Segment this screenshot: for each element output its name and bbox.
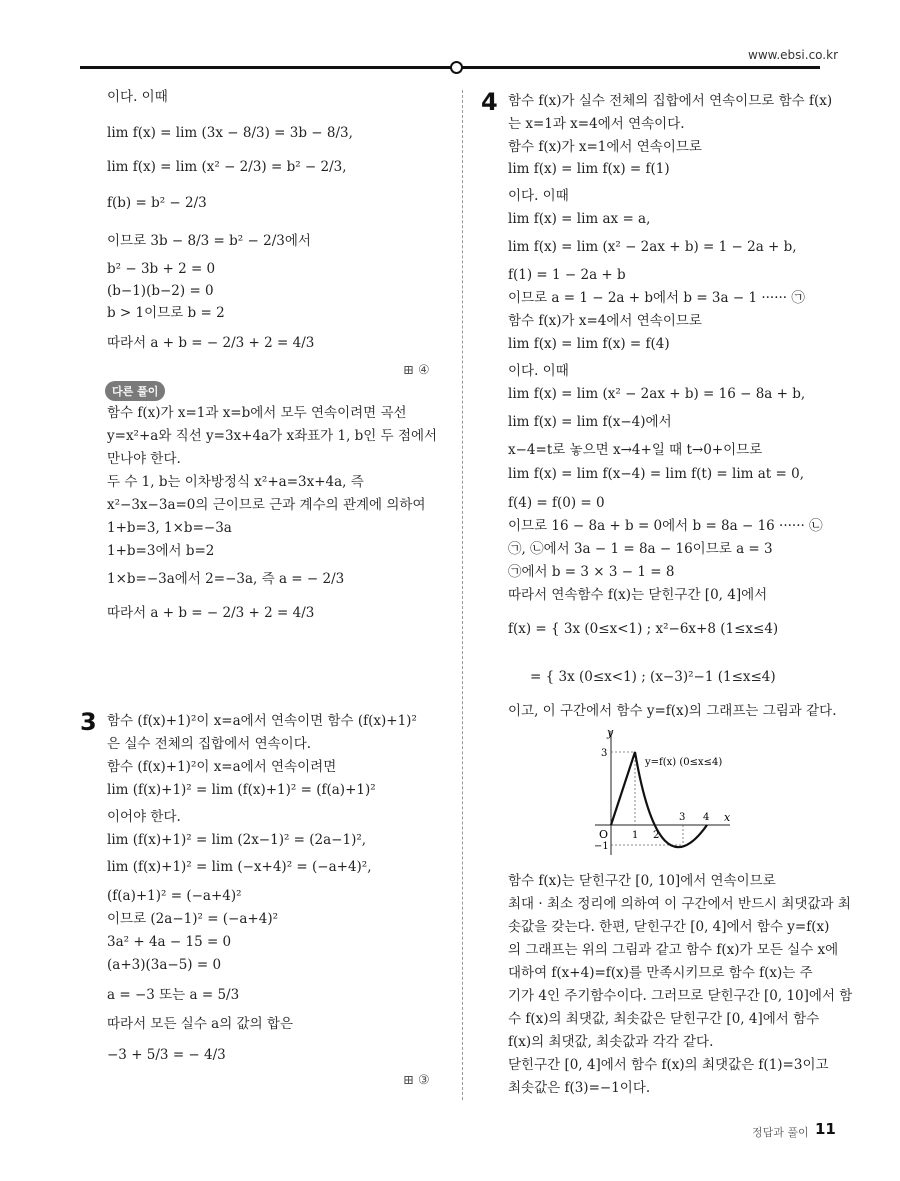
left-line: lim f(x) = lim (x² − 2/3) = b² − 2/3, <box>107 159 347 175</box>
q4-line: 함수 f(x)가 실수 전체의 집합에서 연속이므로 함수 f(x) <box>508 93 833 109</box>
q4b-line: 기가 4인 주기함수이다. 그러므로 닫힌구간 [0, 10]에서 함 <box>508 988 853 1004</box>
q4b-line: 대하여 f(x+4)=f(x)를 만족시키므로 함수 f(x)는 주 <box>508 965 813 981</box>
q4b-line: 최솟값은 f(3)=−1이다. <box>508 1080 651 1096</box>
q3-line: lim (f(x)+1)² = lim (f(x)+1)² = (f(a)+1)² <box>107 782 376 798</box>
y-tick-label: 3 <box>601 748 608 759</box>
q4-line: f(4) = f(0) = 0 <box>508 495 605 511</box>
page-number: 11 <box>815 1120 836 1138</box>
y-axis-label: y <box>607 726 614 739</box>
x-tick-label: 2 <box>653 830 660 841</box>
q4-line: lim f(x) = lim (x² − 2ax + b) = 16 − 8a + b, <box>508 386 806 402</box>
x-tick-label: 3 <box>679 812 686 823</box>
alt-line: y=x²+a와 직선 y=3x+4a가 x좌표가 1, b인 두 점에서 <box>107 428 438 444</box>
alt-line: 1+b=3, 1×b=−3a <box>107 520 232 536</box>
left-line: 이다. 이때 <box>107 89 168 105</box>
q4-line: 이므로 a = 1 − 2a + b에서 b = 3a − 1 ······ ㉠ <box>508 290 805 306</box>
q3-line: (f(a)+1)² = (−a+4)² <box>107 888 242 904</box>
q4-line: 따라서 연속함수 f(x)는 닫힌구간 [0, 4]에서 <box>508 587 768 603</box>
q4b-line: 최대 · 최소 정리에 의하여 이 구간에서 반드시 최댓값과 최 <box>508 896 851 912</box>
q4b-line: 수 f(x)의 최댓값, 최솟값은 닫힌구간 [0, 4]에서 함수 <box>508 1011 820 1027</box>
q4-line: 는 x=1과 x=4에서 연속이다. <box>508 116 685 132</box>
q4-line: lim f(x) = lim ax = a, <box>508 211 651 227</box>
answer-mark-3: ⊞ ③ <box>403 1073 430 1088</box>
q3-line: 함수 (f(x)+1)²이 x=a에서 연속이면 함수 (f(x)+1)² <box>107 713 417 729</box>
alt-line: 따라서 a + b = − 2/3 + 2 = 4/3 <box>107 605 315 621</box>
q3-line: lim (f(x)+1)² = lim (2x−1)² = (2a−1)², <box>107 832 367 848</box>
q4-line: lim f(x) = lim (x² − 2ax + b) = 1 − 2a + b, <box>508 239 797 255</box>
q4-line: lim f(x) = lim f(x−4)에서 <box>508 414 672 430</box>
q3-line: −3 + 5/3 = − 4/3 <box>107 1047 226 1063</box>
curve-label: y=f(x) (0≤x≤4) <box>645 757 723 768</box>
q4-line: ㉠에서 b = 3 × 3 − 1 = 8 <box>508 564 675 580</box>
q3-line: lim (f(x)+1)² = lim (−x+4)² = (−a+4)², <box>107 859 372 875</box>
left-line: 이므로 3b − 8/3 = b² − 2/3에서 <box>107 233 311 249</box>
q4-line: lim f(x) = lim f(x) = f(1) <box>508 161 670 177</box>
q4-line: 이므로 16 − 8a + b = 0에서 b = 8a − 16 ······ ㉡ <box>508 518 823 534</box>
q4b-line: 의 그래프는 위의 그림과 같고 함수 f(x)가 모든 실수 x에 <box>508 942 839 958</box>
q3-line: 3a² + 4a − 15 = 0 <box>107 934 232 950</box>
x-tick-label: 4 <box>703 812 710 823</box>
header-rule-dot <box>450 61 463 74</box>
alt-line: 1+b=3에서 b=2 <box>107 543 215 559</box>
alt-line: 함수 f(x)가 x=1과 x=b에서 모두 연속이려면 곡선 <box>107 405 407 421</box>
q3-line: 은 실수 전체의 집합에서 연속이다. <box>107 736 312 752</box>
left-line: (b−1)(b−2) = 0 <box>107 283 214 299</box>
site-url: www.ebsi.co.kr <box>748 48 838 62</box>
q4-line: 이다. 이때 <box>508 188 569 204</box>
q4-line: = { 3x (0≤x<1) ; (x−3)²−1 (1≤x≤4) <box>530 669 776 685</box>
q3-line: 따라서 모든 실수 a의 값의 합은 <box>107 1016 293 1032</box>
q4-line: 함수 f(x)가 x=4에서 연속이므로 <box>508 313 702 329</box>
alt-line: 1×b=−3a에서 2=−3a, 즉 a = − 2/3 <box>107 571 345 587</box>
q4b-line: 닫힌구간 [0, 4]에서 함수 f(x)의 최댓값은 f(1)=3이고 <box>508 1057 829 1073</box>
q4-line: ㉠, ㉡에서 3a − 1 = 8a − 16이므로 a = 3 <box>508 541 773 557</box>
q3-line: a = −3 또는 a = 5/3 <box>107 987 240 1003</box>
q4-line: lim f(x) = lim f(x−4) = lim f(t) = lim at = 0, <box>508 466 804 482</box>
q3-line: (a+3)(3a−5) = 0 <box>107 957 222 973</box>
q3-line: 이어야 한다. <box>107 809 181 825</box>
function-graph <box>590 725 740 860</box>
left-line: f(b) = b² − 2/3 <box>107 195 207 211</box>
q4b-line: 함수 f(x)는 닫힌구간 [0, 10]에서 연속이므로 <box>508 873 776 889</box>
q4-line: 이고, 이 구간에서 함수 y=f(x)의 그래프는 그림과 같다. <box>508 703 837 719</box>
x-tick-label: 1 <box>632 830 639 841</box>
q4b-line: 솟값을 갖는다. 한편, 닫힌구간 [0, 4]에서 함수 y=f(x) <box>508 919 830 935</box>
left-line: lim f(x) = lim (3x − 8/3) = 3b − 8/3, <box>107 125 353 141</box>
origin-label: O <box>599 828 609 841</box>
footer-label: 정답과 풀이 <box>752 1126 809 1139</box>
column-divider <box>462 90 463 1100</box>
alt-line: 두 수 1, b는 이차방정식 x²+a=3x+4a, 즉 <box>107 474 364 490</box>
question-number-4: 4 <box>481 88 498 116</box>
alternative-solution-badge: 다른 풀이 <box>105 381 165 401</box>
q4b-line: f(x)의 최댓값, 최솟값과 각각 같다. <box>508 1034 714 1050</box>
q3-line: 이므로 (2a−1)² = (−a+4)² <box>107 911 278 927</box>
q4-line: f(x) = { 3x (0≤x<1) ; x²−6x+8 (1≤x≤4) <box>508 621 779 637</box>
q4-line: 함수 f(x)가 x=1에서 연속이므로 <box>508 139 702 155</box>
q4-line: f(1) = 1 − 2a + b <box>508 267 626 283</box>
q4-line: lim f(x) = lim f(x) = f(4) <box>508 336 670 352</box>
left-line: b² − 3b + 2 = 0 <box>107 261 216 277</box>
alt-line: x²−3x−3a=0의 근이므로 근과 계수의 관계에 의하여 <box>107 497 426 513</box>
left-line: b > 1이므로 b = 2 <box>107 305 225 321</box>
answer-mark-2: ⊞ ④ <box>403 363 430 378</box>
left-line: 따라서 a + b = − 2/3 + 2 = 4/3 <box>107 335 315 351</box>
alt-line: 만나야 한다. <box>107 451 181 467</box>
y-tick-label: −1 <box>594 841 609 852</box>
q4-line: x−4=t로 놓으면 x→4+일 때 t→0+이므로 <box>508 442 763 458</box>
x-axis-label: x <box>724 811 731 824</box>
question-number-3: 3 <box>80 708 97 736</box>
q3-line: 함수 (f(x)+1)²이 x=a에서 연속이려면 <box>107 759 337 775</box>
q4-line: 이다. 이때 <box>508 363 569 379</box>
